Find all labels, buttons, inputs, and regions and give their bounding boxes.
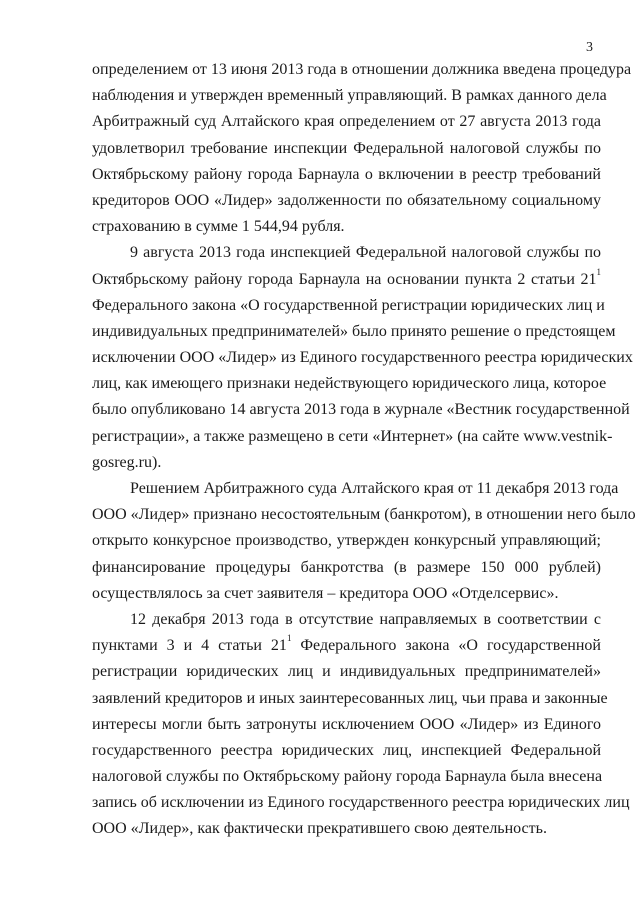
text-line: осуществлялось за счет заявителя – кредитора ООО «Отделсервис». [92,584,559,602]
text-line: Арбитражный суд Алтайского края определением от 27 августа 2013 года [92,113,601,131]
text-line: заявлений кредиторов и иных заинтересованных лиц, чьи права и законные [92,689,608,707]
text-line: 9 августа 2013 года инспекцией Федеральной налоговой службы по [130,244,601,262]
text-line: интересы могли быть затронуты исключением ООО «Лидер» из Единого [92,715,601,733]
text-line: наблюдения и утвержден временный управляющий. В рамках данного дела [92,87,607,105]
text-line: регистрации», а также размещено в сети «Интернет» (на сайте www.vestnik- [92,427,613,445]
text-line: исключении ООО «Лидер» из Единого государственного реестра юридических [92,349,633,367]
page-number: 3 [586,40,593,55]
text-line: финансирование процедуры банкротства (в размере 150 000 рублей) [92,558,601,576]
text-line: индивидуальных предпринимателей» было принято решение о предстоящем [92,322,616,340]
text-line: удовлетворил требование инспекции Федеральной налоговой службы по [92,139,601,157]
text-line: кредиторов ООО «Лидер» задолженности по обязательному социальному [92,191,601,209]
text-span: Октябрьскому району города Барнаула на основании пункта 2 статьи 21 [92,270,597,288]
text-span: пунктами 3 и 4 статьи 21 [92,637,287,655]
text-span: Федерального закона «О государственной [291,637,601,655]
paragraph-1 [92,57,632,240]
body-text [92,57,636,843]
text-line: Октябрьскому району города Барнаула о включении в реестр требований [92,165,601,183]
text-line-with-sup [92,633,601,659]
paragraph-4 [92,607,630,843]
text-line: налоговой службы по Октябрьскому району города Барнаула была внесена [92,768,603,786]
text-line: лиц, как имеющего признаки недействующего юридического лица, которое [92,375,607,393]
text-line: регистрации юридических лиц и индивидуальных предпринимателей» [92,663,601,681]
text-line: Решением Арбитражного суда Алтайского края от 11 декабря 2013 года [130,480,619,497]
text-line: государственного реестра юридических лиц, инспекцией Федеральной [92,741,601,759]
text-line: определением от 13 июня 2013 года в отношении должника введена процедура [92,61,632,78]
text-line: страхованию в сумме 1 544,94 рубля. [92,218,345,236]
text-line: ООО «Лидер», как фактически прекратившего свою деятельность. [92,820,547,838]
text-line: открыто конкурсное производство, утвержден конкурсный управляющий; [92,532,601,550]
paragraph-2 [92,240,633,476]
text-line-with-sup [92,267,601,293]
text-line: ООО «Лидер» признано несостоятельным (банкротом), в отношении него было [92,506,636,524]
superscript: 1 [596,266,601,277]
text-line: Федерального закона «О государственной регистрации юридических лиц и [92,296,605,314]
paragraph-3 [92,476,636,607]
text-line: 12 декабря 2013 года в отсутствие направляемых в соответствии с [130,610,601,628]
text-line: gosreg.ru). [92,453,162,471]
text-line: было опубликовано 14 августа 2013 года в журнале «Вестник государственной [92,401,630,419]
text-line: запись об исключении из Единого государственного реестра юридических лиц [92,794,630,812]
superscript: 1 [286,633,292,644]
